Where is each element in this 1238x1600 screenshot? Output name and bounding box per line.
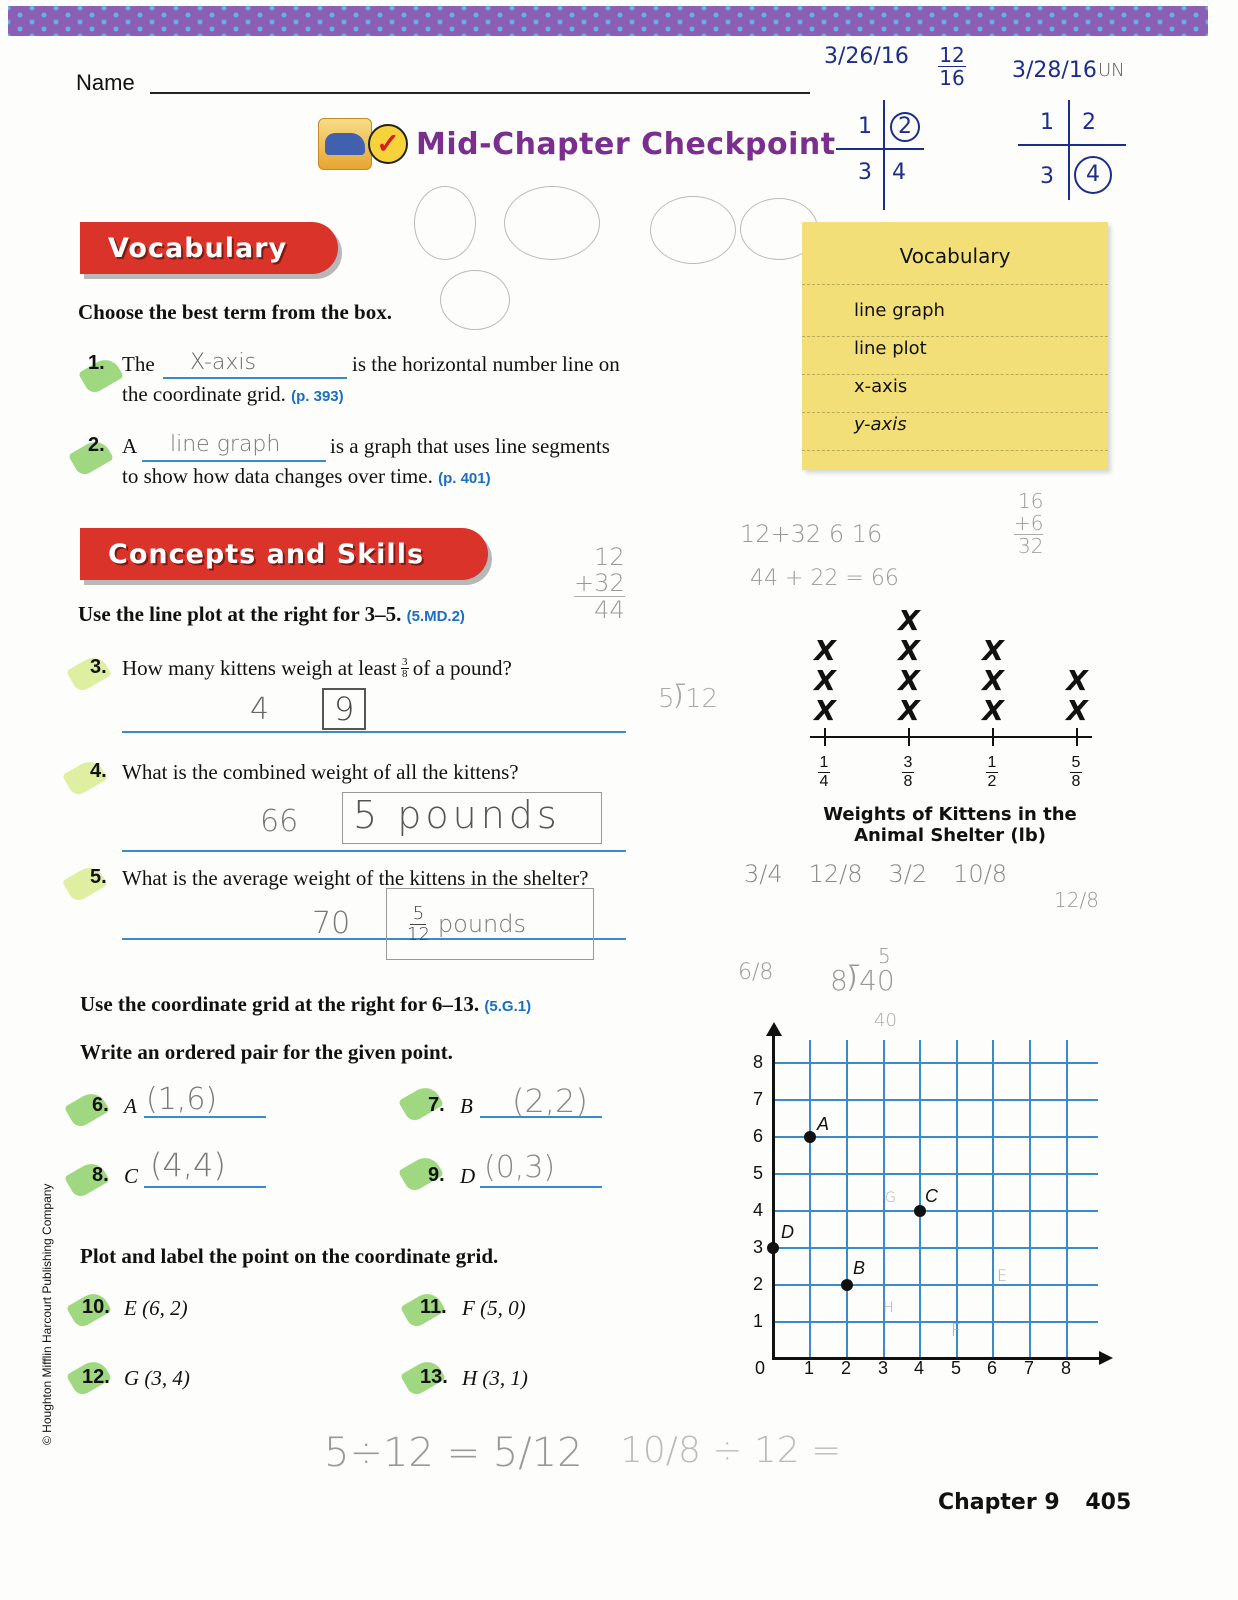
checkmark-icon: ✓ xyxy=(368,124,408,164)
pencil-circle-sketch xyxy=(414,186,476,260)
vocab-term: y-axis xyxy=(854,414,907,435)
question-12-number: 12. xyxy=(82,1366,110,1388)
answer-3-input[interactable]: 9 xyxy=(322,688,366,730)
point-b-label: B xyxy=(460,1094,473,1118)
plot-point-f: F (5, 0) xyxy=(462,1296,526,1320)
answer-8-input[interactable]: (4,4) xyxy=(150,1146,226,1184)
plot-point-h: H (3, 1) xyxy=(462,1366,528,1390)
copyright-notice: © Houghton Mifflin Harcourt Publishing Company xyxy=(40,1183,54,1445)
scratch-sum-result: 44 + 22 = 66 xyxy=(750,566,899,591)
question-1-text-after: is the horizontal number line on xyxy=(352,352,620,376)
question-2-text-before: A xyxy=(122,434,138,458)
concepts-skills-banner: Concepts and Skills xyxy=(80,528,488,580)
vocabulary-instruction: Choose the best term from the box. xyxy=(78,300,392,324)
scratch-sum-expression: 12+32 6 16 xyxy=(740,520,883,548)
fraction-three-eighths: 3 8 xyxy=(401,656,408,680)
chapter-label: Chapter 9 xyxy=(938,1490,1060,1515)
point-d xyxy=(767,1242,779,1254)
plot-point-g: G (3, 4) xyxy=(124,1366,190,1390)
tally-grid-1: 1 2 3 4 xyxy=(836,100,926,210)
scratch-addition: 12 +32 44 xyxy=(574,543,625,624)
question-5-text: What is the average weight of the kittens in the shelter? xyxy=(122,866,589,890)
question-11-number: 11. xyxy=(420,1296,447,1318)
question-1-line2: the coordinate grid. (p. 393) xyxy=(122,382,344,406)
question-5: 5. xyxy=(90,866,107,888)
handwritten-date-1: 3/26/16 xyxy=(824,44,909,69)
question-1-text-before: The xyxy=(122,352,155,376)
question-9-number: 9. xyxy=(428,1164,445,1186)
handwritten-initials: UN xyxy=(1098,60,1125,81)
decorative-top-band xyxy=(8,6,1208,36)
point-c-label: C xyxy=(124,1164,139,1188)
page-number: 405 xyxy=(1085,1490,1132,1515)
page-reference: (p. 393) xyxy=(291,388,344,405)
vocabulary-term-box xyxy=(802,222,1108,470)
question-2: 2. xyxy=(88,434,105,456)
scratch-long-div-remainder: 40 xyxy=(874,1010,897,1031)
page-footer xyxy=(938,1490,1131,1515)
point-a-label: A xyxy=(124,1094,137,1118)
scratch-bottom-division-2: 10/8 ÷ 12 = xyxy=(620,1430,842,1471)
point-b xyxy=(841,1279,853,1291)
line-plot-caption: Weights of Kittens in the Animal Shelter (lb) xyxy=(823,804,1077,846)
scratch-answer-3: 4 xyxy=(250,692,270,727)
point-d-label: D xyxy=(460,1164,476,1188)
number-line-axis xyxy=(810,736,1092,738)
vocab-box-title: Vocabulary xyxy=(899,244,1011,268)
plot-point-e: E (6, 2) xyxy=(124,1296,188,1320)
x-axis xyxy=(773,1357,1103,1360)
grid-instruction: Use the coordinate grid at the right for 6–13. (5.G.1) xyxy=(80,992,532,1016)
y-axis-arrow-icon xyxy=(766,1022,782,1036)
standard-code: (5.G.1) xyxy=(484,998,532,1015)
bear-logo-icon xyxy=(318,118,372,170)
student-point-f: F xyxy=(951,1320,962,1341)
answer-4-input[interactable]: 5 pounds xyxy=(342,792,602,844)
answer-5-input[interactable]: 5 12 pounds xyxy=(386,888,594,960)
question-2-text-after: is a graph that uses line segments xyxy=(330,434,610,458)
scratch-division: 5⟌12 xyxy=(658,684,719,714)
question-3-text: How many kittens weigh at least 3 8 of a pound? xyxy=(122,656,512,680)
plot-instruction: Plot and label the point on the coordinate grid. xyxy=(80,1244,499,1268)
scratch-fraction-left: 6/8 xyxy=(738,960,774,985)
question-4: 4. xyxy=(90,760,107,782)
scratch-answer-5: 70 xyxy=(312,906,351,941)
vocab-term: line plot xyxy=(854,338,927,359)
scratch-fraction-right: 12/8 xyxy=(1054,888,1099,912)
page-title-group xyxy=(318,118,836,170)
question-2-line2: to show how data changes over time. (p. 401) xyxy=(122,464,491,488)
x-axis-arrow-icon xyxy=(1099,1351,1113,1365)
answer-1-input[interactable]: X-axis xyxy=(190,350,256,375)
tick-label-5-8: 5 8 xyxy=(1071,754,1081,790)
vocab-term: x-axis xyxy=(854,376,908,397)
answer-6-input[interactable]: (1,6) xyxy=(146,1082,218,1117)
pencil-circle-sketch xyxy=(504,186,600,260)
ordered-pair-instruction: Write an ordered pair for the given point. xyxy=(80,1040,453,1064)
scratch-answer-4: 66 xyxy=(260,804,299,839)
scratch-long-division: 8⟌40 xyxy=(830,964,895,997)
answer-2-input[interactable]: line graph xyxy=(170,432,281,457)
answer-9-input[interactable]: (0,3) xyxy=(484,1150,556,1185)
scratch-long-div-quotient: 5 xyxy=(878,944,891,968)
score-denominator: 16 xyxy=(939,66,965,90)
question-1: 1. xyxy=(88,352,105,374)
tally-grid-2: 1 2 3 4 xyxy=(1018,100,1128,210)
pencil-circle-sketch xyxy=(650,196,736,264)
student-point-h: H xyxy=(883,1300,894,1316)
line-plot-instruction: Use the line plot at the right for 3–5. (5.MD.2) xyxy=(78,602,465,626)
vocabulary-banner: Vocabulary xyxy=(80,222,338,274)
question-3: 3. xyxy=(90,656,107,678)
coordinate-grid: 1 2 3 4 5 6 7 8 0 1 2 3 4 5 6 7 8 A B C D E F G H xyxy=(773,1030,1113,1360)
page-title: Mid-Chapter Checkpoint xyxy=(416,126,836,162)
student-point-g: G xyxy=(885,1190,896,1206)
question-6-number: 6. xyxy=(92,1094,109,1116)
question-7-number: 7. xyxy=(428,1094,445,1116)
score-numerator: 12 xyxy=(939,43,965,67)
question-4-text: What is the combined weight of all the kittens? xyxy=(122,760,519,784)
y-axis xyxy=(772,1030,775,1360)
tick-label-1-4: 1 4 xyxy=(819,754,829,790)
vocab-term: line graph xyxy=(854,300,945,321)
student-point-e: E xyxy=(997,1266,1008,1285)
handwritten-score xyxy=(938,44,966,89)
tick-label-3-8: 3 8 xyxy=(903,754,913,790)
answer-5-fraction: 5 12 xyxy=(407,902,430,945)
pencil-circle-sketch xyxy=(440,270,510,330)
name-input-line[interactable] xyxy=(150,92,810,94)
point-a xyxy=(804,1131,816,1143)
scratch-right-addition: 16 +6 32 xyxy=(1014,489,1044,558)
name-label: Name xyxy=(76,70,135,95)
question-8-number: 8. xyxy=(92,1164,109,1186)
question-10-number: 10. xyxy=(82,1296,110,1318)
scratch-fractions: 3/4 12/8 3/2 10/8 xyxy=(744,860,1008,888)
page-reference: (p. 401) xyxy=(438,470,491,487)
tick-label-1-2: 1 2 xyxy=(987,754,997,790)
standard-code: (5.MD.2) xyxy=(406,608,465,625)
scratch-bottom-division: 5÷12 = 5/12 xyxy=(324,1430,583,1476)
answer-7-input[interactable]: (2,2) xyxy=(512,1082,588,1120)
question-13-number: 13. xyxy=(420,1366,448,1388)
handwritten-date-2: 3/28/16 xyxy=(1012,58,1097,83)
line-plot-kitten-weights: X X X X X X X X X X X X 1 4 3 8 1 2 5 8 xyxy=(810,600,1100,860)
